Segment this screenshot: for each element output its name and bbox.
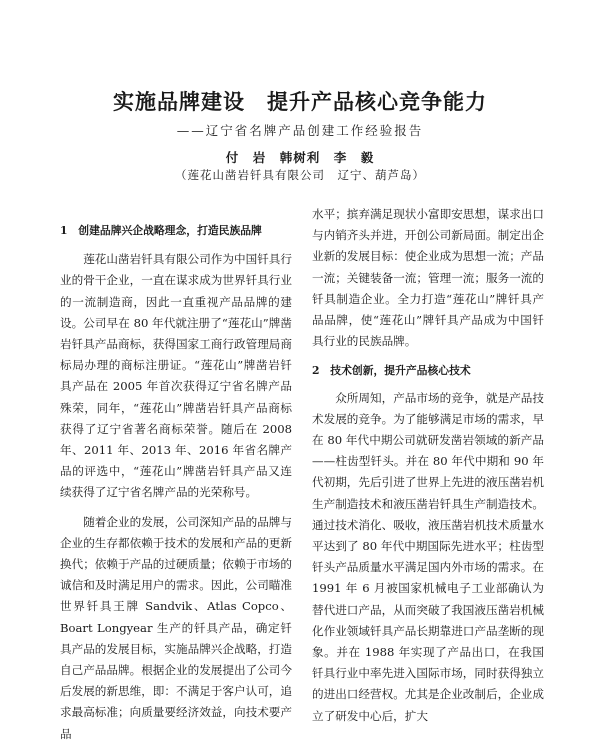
right-paragraph-1: 水平；摈弃满足现状小富即安思想，谋求出口与内销齐头并进，开创公司新局面。制定出企业新的发展目标：使企业成为思想一流；产品一流；关键装备一流；管理一流；服务一流的钎具制造企业。全力打造“莲花山”牌钎具产品品牌，使“莲花山”牌钎具产品成为中国钎具行业的民族品牌。 [312, 207, 544, 349]
right-column [312, 204, 544, 735]
left-paragraph-2: 随着企业的发展，公司深知产品的品牌与企业的生存都依赖于技术的发展和产品的更新换代；依赖于产品的过硬质量；依赖于市场的诚信和及时满足用户的需求。因此，公司瞄准世界钎具王牌 Sandvik、Atlas Copco、Boart Longyear 生产的钎具产品，确定钎具产品的发展目标，实施品牌兴企战略，打造自己产品品牌。根据企业的发展提出了公司今后发展的新思维，即：不满足于客户认可，追求最高标准；向质量要经济效益，向技术要产品 [60, 514, 292, 741]
article-title: 实施品牌建设 提升产品核心竞争能力 [113, 89, 487, 114]
section-2-heading: 2 技术创新，提升产品核心技术 [312, 364, 471, 378]
right-paragraph-2: 众所周知，产品市场的竞争，就是产品技术发展的竞争。为了能够满足市场的需求，早在 80 年代中期公司就研发凿岩领域的新产品——柱齿型钎头。并在 80 年代中期和 90 年代初期，先后引进了世界上先进的液压凿岩机生产制造技术和液压凿岩钎具生产制造技术。通过技术消化、吸收，液压凿岩机技术质量水平达到了 80 年代中期国际先进水平；柱齿型钎头产品质量水平满足国内外市场的需求。在 1991 年 6 月被国家机械电子工业部确认为替代进口产品，从而突破了我国液压凿岩机械化作业领域钎具产品长期靠进口产品垄断的现象。并在 1988 年实现了产品出口，在我国钎具行业中率先进入国际市场，同时获得独立的进出口经营权。尤其是企业改制后，企业成立了研发中心后，扩大 [312, 390, 544, 723]
article-authors: 付 岩 韩树利 李 毅 [225, 150, 375, 165]
left-column [60, 220, 292, 753]
section-1-heading: 1 创建品牌兴企战略理念，打造民族品牌 [60, 224, 262, 237]
article-subtitle: ——辽宁省名牌产品创建工作经验报告 [176, 123, 424, 138]
left-paragraph-1: 莲花山凿岩钎具有限公司作为中国钎具行业的骨干企业，一直在谋求成为世界钎具行业的一流制造商，因此一直重视产品品牌的建设。公司早在 80 年代就注册了“莲花山”牌凿岩钎具产品商标，获得国家工商行政管理局商标局办理的商标注册证。“莲花山”牌凿岩钎具产品在 2005 年首次获得辽宁省名牌产品殊荣，同年，“莲花山”牌凿岩钎具产品商标获得了辽宁省著名商标荣誉。随后在 2008 年、2011 年、2013 年、2016 年省名牌产品的评选中，“莲花山”牌凿岩钎具产品又连续获得了辽宁省名牌产品的光荣称号。 [60, 252, 292, 500]
article-affiliation: （莲花山凿岩钎具有限公司 辽宁、葫芦岛） [175, 168, 425, 182]
